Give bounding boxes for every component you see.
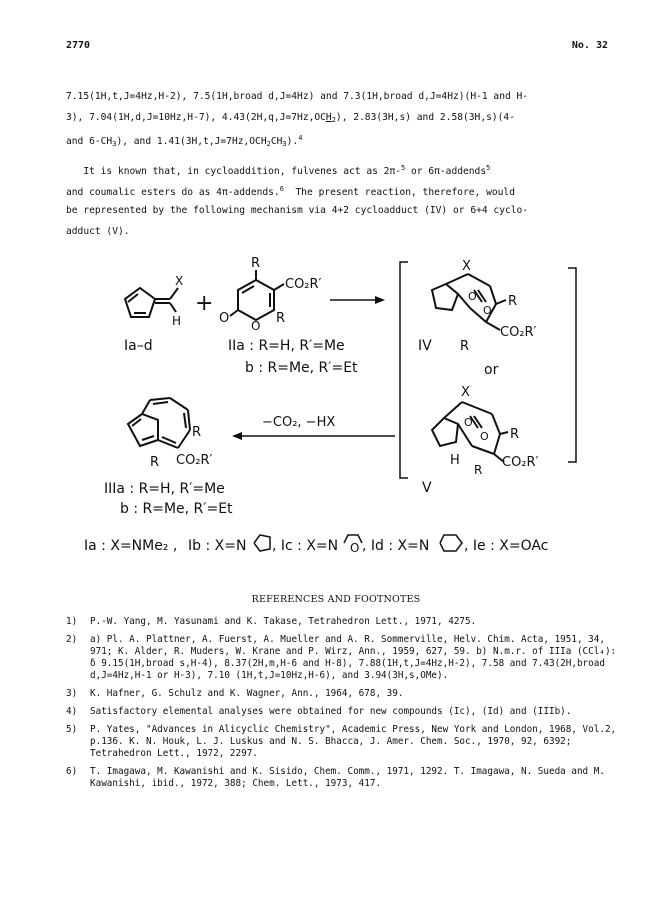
v-r2-label: R (474, 463, 483, 477)
reference-item: 1) P.-W. Yang, M. Yasunami and K. Takase, Tetrahedron Lett., 1971, 4275. (66, 616, 477, 627)
body-line-5: and coumalic esters do as 4π-addends.$^6$ The present reaction, therefore, would (66, 185, 515, 198)
fulvene-structure (125, 288, 178, 317)
label-IIa: IIa : R=H, R′=Me (228, 338, 345, 354)
label-IIb: b : R=Me, R′=Et (245, 360, 358, 376)
subst-Ic: , Ic : X=N (272, 538, 339, 554)
body-line-4: It is known that, in cycloaddition, fulvenes act as 2π-$^5$ or 6π-addends$^5$ (66, 164, 491, 177)
azulene-r2: R (150, 455, 160, 470)
body-line-2: 3), 7.04(1H,d,J=10Hz,H-7), $4.43(2H,q,J=7Hz,OCH_2)$, 2.83(3H,s) and 2.58(3H,s)(4- (66, 112, 515, 124)
reaction-scheme (0, 250, 672, 590)
morpholine-o: O (350, 541, 360, 555)
elimination-label: −CO₂, −HX (262, 415, 336, 430)
v-r-label: R (510, 427, 520, 442)
pyrone-keto-o: O (219, 311, 230, 326)
pyrone-ring-o: O (251, 319, 261, 333)
body-line-7: adduct (V). (66, 226, 130, 237)
body-line-3: and $6-CH_3$), and $1.41(3H,t,J=7Hz,OCH_2CH_3).^4$ (66, 134, 303, 148)
intermediate-bracket (400, 262, 408, 478)
reference-item: 5) P. Yates, "Advances in Alicyclic Chemistry", Academic Press, New York and London, 1968, Vol.2, p.136. K. N. Houk, L. J. Luskus and N. S. Bhacca, J. Amer. Chem. Soc., 1970, 92, 6392; Tetrahedron Lett., 1972, 2297. (66, 724, 617, 759)
references-list (66, 616, 626, 796)
pyrrolidine-ring-icon (254, 535, 270, 551)
references-title: REFERENCES AND FOOTNOTES (251, 594, 421, 605)
subst-Id: , Id : X=N (362, 538, 430, 554)
page-number: 2770 (66, 40, 91, 51)
v-x-label: X (461, 385, 470, 400)
v-o-label: O (464, 416, 473, 429)
azulene-r1: R (192, 425, 202, 440)
pyrone-r-top: R (251, 256, 261, 271)
label-IIIb: b : R=Me, R′=Et (120, 501, 233, 517)
piperidine-ring-icon (440, 535, 462, 551)
reference-item: 6) T. Imagawa, M. Kawanishi and K. Sisido, Chem. Comm., 1971, 1292. T. Imagawa, N. Sueda and M. Kawanishi, ibid., 1972, 388; Chem. Lett., 1973, 417. (66, 766, 605, 789)
reference-item: 2) a) Pl. A. Plattner, A. Fuerst, A. Mueller and A. R. Sommerville, Helv. Chim. Acta, 1951, 34, 971; K. Alder, R. Muders, W. Krane and P. Wirz, Ann., 1959, 627, 59. b) N.m.r. of IIIa (CCl₄): δ 9.15(1H,broad s,H-4), 8.37(2H,m,H-6 and H-8), 7.88(1H,t,J=4Hz,H-2), 7.58 and 7.43(2H,broad d,J=4Hz,H-1 or H-3), 7.10 (1H,t,J=10Hz,H-6), and 3.94(3H,s,OMe). (66, 634, 617, 681)
journal-number: No. 32 (571, 40, 608, 51)
iv-o-label: O (468, 290, 477, 303)
fulvene-x-label: X (175, 274, 184, 288)
body-line-1: 7.15(1H,t,J=4Hz,H-2), 7.5(1H,broad d,J=4Hz) and 7.3(1H,broad d,J=4Hz)(H-1 and H- (66, 91, 529, 102)
fulvene-h-label: H (172, 314, 182, 328)
body-line-6: be represented by the following mechanism via 4+2 cycloadduct (IV) or 6+4 cyclo- (66, 205, 529, 216)
iv-ester-label: CO₂R′ (500, 325, 537, 340)
subst-Ia: Ia : X=NMe₂ , (84, 538, 178, 554)
subst-Ib: Ib : X=N (188, 538, 247, 554)
label-V: V (422, 480, 432, 496)
azulene-ester-label: CO₂R′ (176, 453, 213, 468)
reference-item: 3) K. Hafner, G. Schulz and K. Wagner, Ann., 1964, 678, 39. (66, 688, 404, 699)
v-o2-label: O (480, 430, 489, 443)
iv-r-label: R (508, 294, 518, 309)
pyrone-ester-label: CO₂R′ (285, 277, 322, 292)
label-IIIa: IIIa : R=H, R′=Me (104, 481, 225, 497)
iv-x-label: X (462, 259, 471, 274)
cycloadduct-V-structure (432, 402, 508, 462)
or-label: or (484, 362, 499, 378)
plus-sign: + (195, 291, 214, 316)
iv-r2-label: R (460, 339, 470, 354)
v-h-label: H (450, 453, 460, 468)
label-Ia-d: Ia–d (124, 338, 153, 354)
azulene-structure (128, 398, 190, 448)
reference-item: 4) Satisfactory elemental analyses were obtained for new compounds (Ic), (Id) and (IIIb). (66, 706, 572, 717)
iv-o2-label: O (483, 304, 492, 317)
subst-Ie: , Ie : X=OAc (464, 538, 549, 554)
v-ester-label: CO₂R′ (502, 455, 539, 470)
label-IV: IV (418, 338, 432, 354)
pyrone-r-ring: R (276, 311, 286, 326)
